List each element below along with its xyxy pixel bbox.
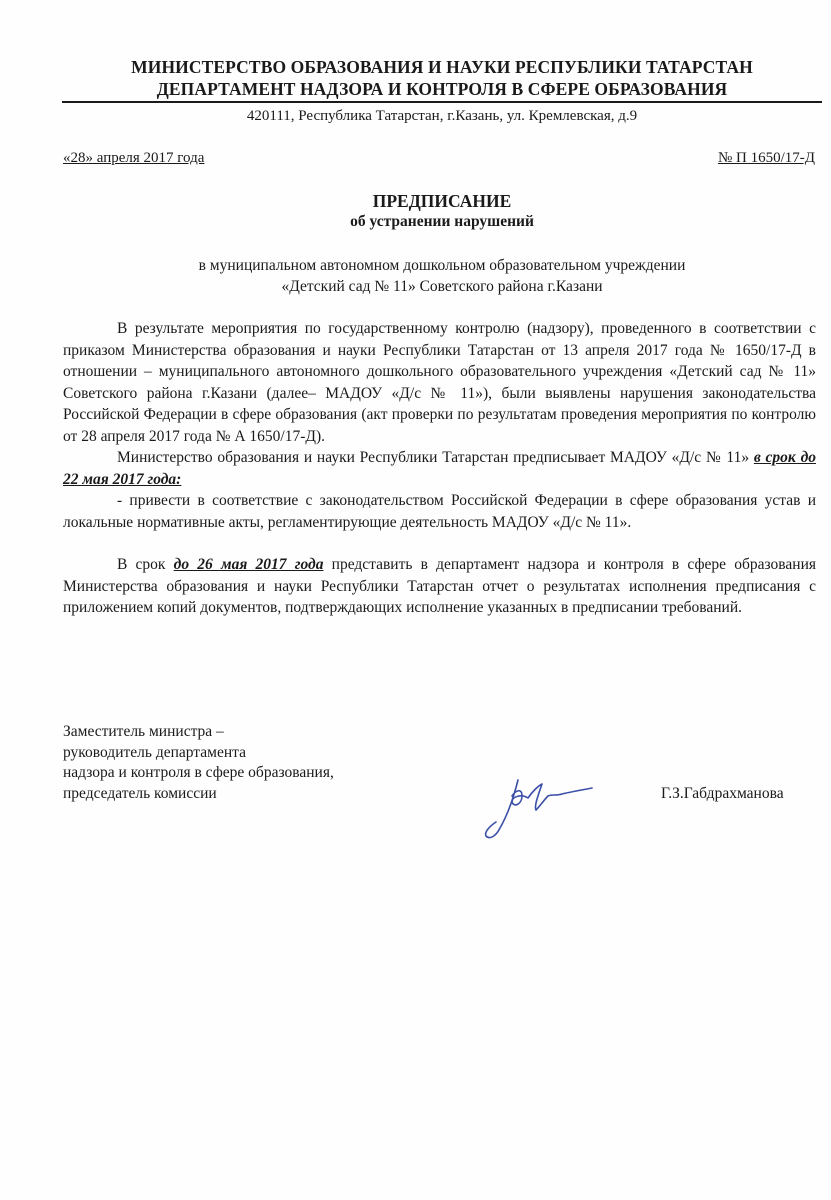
institution-line-1: в муниципальном автономном дошкольном образовательном учреждении <box>198 257 686 274</box>
signatory-position <box>63 722 334 804</box>
document-number: № П 1650/17-Д <box>717 150 815 166</box>
paragraph-report <box>63 554 816 619</box>
report-text: представить в департамент надзора и контроля в сфере образования Министерства образования и науки Республики Татарстан отчет о результатах исполнения предписания с приложением копий документов, подтверждающих исполнение указанных в предписании требований. <box>63 556 817 616</box>
department-name: ДЕПАРТАМЕНТ НАДЗОРА И КОНТРОЛЯ В СФЕРЕ ОБРАЗОВАНИЯ <box>62 78 822 103</box>
document-date: «28» апреля 2017 года <box>63 150 205 166</box>
document-body <box>63 318 816 619</box>
report-prefix: В срок <box>117 556 166 573</box>
document-title-block <box>62 190 822 232</box>
institution-line-2: «Детский сад № 11» Советского района г.Казани <box>281 278 603 295</box>
ministry-name: МИНИСТЕРСТВО ОБРАЗОВАНИЯ И НАУКИ РЕСПУБЛИКИ ТАТАРСТАН <box>131 57 753 77</box>
position-line-3: надзора и контроля в сфере образования, <box>63 764 334 781</box>
document-title: ПРЕДПИСАНИЕ <box>372 191 512 211</box>
paragraph-findings: В результате мероприятия по государственному контролю (надзору), проведенного в соответствии с приказом Министерства образования и науки Республики Татарстан от 13 апреля 2017 года № 1650/17-Д в отношении – муниципального автономного дошкольного образовательного учреждения «Детский сад № 11» Советского района г.Казани (далее– МАДОУ «Д/с № 11»), были выявлены нарушения законодательства Российской Федерации в сфере образования (акт проверки по результатам проведения мероприятия по контролю от 28 апреля 2017 года № А 1650/17-Д). <box>63 320 816 445</box>
deadline-first: в срок до 22 мая 2017 года: <box>63 449 817 488</box>
position-line-1: Заместитель министра – <box>63 723 224 740</box>
signer-name: Г.З.Габдрахманова <box>661 785 784 802</box>
paragraph-spacer <box>63 533 816 554</box>
signature-stroke <box>486 780 592 838</box>
position-line-4: председатель комиссии <box>63 784 217 802</box>
order-text: Министерство образования и науки Республики Татарстан предписывает МАДОУ «Д/с № 11» <box>117 449 750 466</box>
institution-block <box>62 255 822 297</box>
date-number-row <box>63 148 815 168</box>
deadline-second: до 26 мая 2017 года <box>173 556 324 573</box>
position-line-2: руководитель департамента <box>63 743 246 761</box>
letterhead <box>62 56 822 127</box>
document-subtitle: об устранении нарушений <box>350 213 534 230</box>
paragraph-requirement: - привести в соответствие с законодательством Российской Федерации в сфере образования устав и локальные нормативные акты, регламентирующие деятельность МАДОУ «Д/с № 11». <box>63 492 816 531</box>
paragraph-order <box>63 447 816 490</box>
address: 420111, Республика Татарстан, г.Казань, ул. Кремлевская, д.9 <box>246 108 638 124</box>
handwritten-signature <box>478 766 608 846</box>
